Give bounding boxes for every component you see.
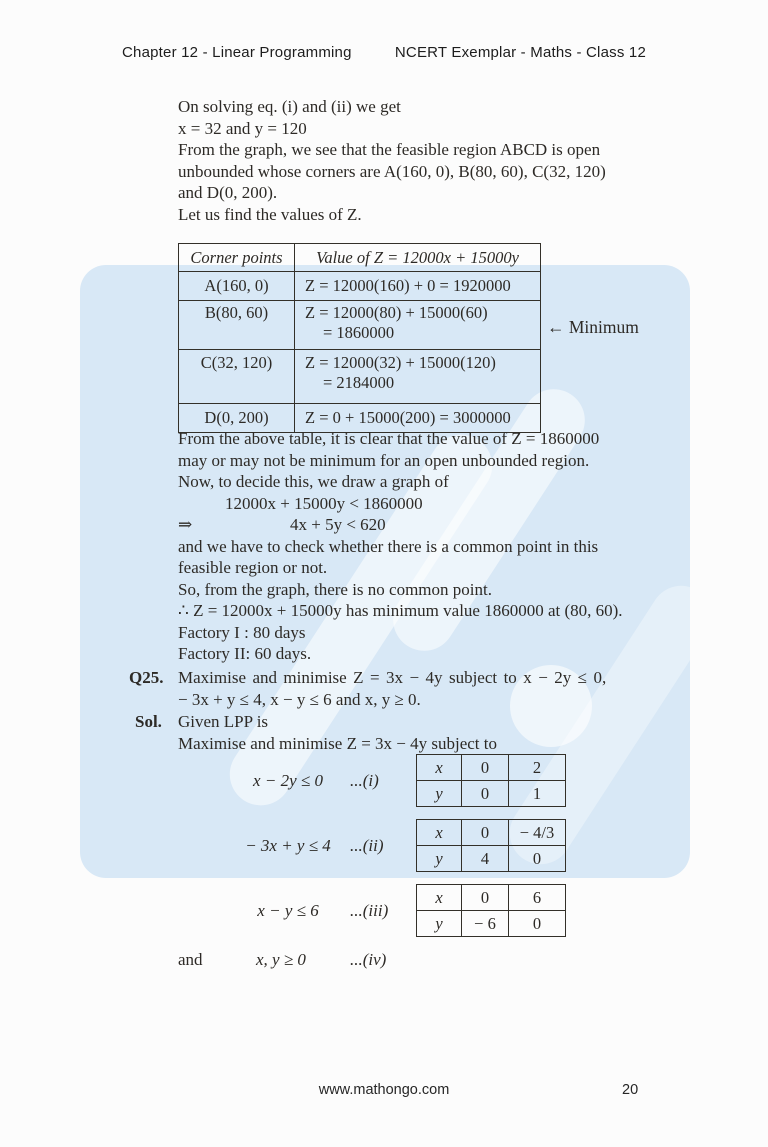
value-cell: 6: [509, 885, 566, 911]
website-link: www.mathongo.com: [318, 1082, 450, 1098]
value-cell: − 4/3: [509, 820, 566, 846]
equation-reference: ...(iii): [350, 901, 389, 920]
corner-point-cell: D(0, 200): [179, 404, 295, 433]
constraint-row-iii: [178, 884, 656, 938]
value-cell: 0: [462, 885, 509, 911]
text-line: and D(0, 200).: [178, 183, 278, 202]
z-value-line2: = 2184000: [323, 373, 395, 392]
table-row: [179, 350, 541, 404]
and-connector: and: [178, 950, 203, 969]
var-cell: y: [417, 846, 462, 872]
text-line: From the graph, we see that the feasible region ABCD is open: [178, 140, 601, 159]
constraint-equation: x − 2y ≤ 0: [253, 771, 323, 790]
z-value-line1: Z = 12000(80) + 15000(60): [305, 303, 488, 322]
page-number: 20: [622, 1082, 639, 1098]
var-cell: y: [417, 781, 462, 807]
points-table-i: [416, 754, 566, 807]
var-cell: x: [417, 820, 462, 846]
constraint-row-ii: [178, 819, 656, 873]
equation-reference: ...(iv): [350, 950, 387, 969]
table-row: [417, 846, 566, 872]
header-book-title: NCERT Exemplar - Maths - Class 12: [394, 44, 646, 61]
question-text-line: − 3x + y ≤ 4, x − y ≤ 6 and x, y ≥ 0.: [178, 689, 421, 709]
z-value-line1: Z = 12000(32) + 15000(120): [305, 353, 496, 372]
question-text-line: Maximise and minimise Z = 3x − 4y subject to x − 2y ≤ 0,: [178, 668, 607, 687]
points-table-iii: [416, 884, 566, 937]
text-line: x = 32 and y = 120: [178, 118, 307, 138]
factory-one-line: Factory I : 80 days: [178, 622, 306, 642]
corner-point-cell: A(160, 0): [179, 272, 295, 301]
value-cell: 0: [509, 846, 566, 872]
corner-points-table-wrap: [178, 243, 639, 433]
table-row: [179, 301, 541, 350]
corner-point-cell: C(32, 120): [179, 350, 295, 404]
page-header: [0, 44, 768, 61]
implies-line: [178, 514, 623, 536]
table-row: [417, 781, 566, 807]
points-table-wrap: [416, 884, 566, 937]
constraint-row-iv: [178, 946, 656, 974]
text-line: may or may not be minimum for an open unbounded region.: [178, 450, 590, 470]
table-row: [179, 272, 541, 301]
equation-reference: ...(ii): [350, 836, 384, 855]
value-cell: 0: [462, 755, 509, 781]
text-line: Let us find the values of Z.: [178, 204, 362, 224]
analysis-paragraph: [178, 428, 623, 665]
text-line: unbounded whose corners are A(160, 0), B(80, 60), C(32, 120): [178, 161, 606, 181]
var-cell: y: [417, 911, 462, 937]
minimum-annotation: ← Minimum: [547, 317, 639, 337]
solution-block: [135, 711, 656, 754]
factory-two-line: Factory II: 60 days.: [178, 644, 312, 663]
value-cell: 0: [462, 820, 509, 846]
table-row: [417, 820, 566, 846]
implies-arrow: ⇒: [178, 515, 193, 534]
constraints-section: [178, 752, 656, 992]
solution-text-line: Given LPP is: [178, 712, 269, 731]
points-table-wrap: [416, 754, 566, 807]
text-line: feasible region or not.: [178, 558, 328, 577]
value-cell: 4: [462, 846, 509, 872]
question-block: [129, 667, 656, 710]
equation-reference: ...(i): [350, 771, 379, 790]
table-row: [417, 885, 566, 911]
inequality-line: 12000x + 15000y < 1860000: [225, 493, 423, 513]
constraint-equation: − 3x + y ≤ 4: [245, 836, 331, 855]
z-value-line2: = 1860000: [323, 323, 395, 342]
text-line: From the above table, it is clear that the value of Z = 1860000: [178, 429, 600, 448]
column-header-value-of-z: Value of Z = 12000x + 15000y: [295, 244, 541, 272]
corner-point-cell: B(80, 60): [179, 301, 295, 350]
value-cell: 2: [509, 755, 566, 781]
value-cell: − 6: [462, 911, 509, 937]
table-header-row: [179, 244, 541, 272]
table-row: [417, 911, 566, 937]
inequality-reduced: 4x + 5y < 620: [290, 515, 386, 534]
z-value-cell: Z = 12000(160) + 0 = 1920000: [295, 272, 541, 301]
text-line: Now, to decide this, we draw a graph of: [178, 472, 449, 491]
z-value-cell: [295, 301, 541, 350]
points-table-ii: [416, 819, 566, 872]
intro-paragraph: [178, 96, 606, 225]
column-header-corner-points: Corner points: [179, 244, 295, 272]
corner-points-table: [178, 243, 541, 433]
conclusion-line: ∴ Z = 12000x + 15000y has minimum value 1860000 at (80, 60).: [178, 601, 623, 620]
solution-label: Sol.: [135, 712, 162, 731]
z-value-cell: Z = 0 + 15000(200) = 3000000: [295, 404, 541, 433]
z-value-cell: [295, 350, 541, 404]
text-line: So, from the graph, there is no common point.: [178, 579, 492, 599]
header-chapter-title: Chapter 12 - Linear Programming: [122, 44, 352, 61]
constraint-equation: x, y ≥ 0: [256, 950, 306, 969]
value-cell: 0: [509, 911, 566, 937]
constraint-equation: x − y ≤ 6: [257, 901, 319, 920]
constraint-row-i: [178, 754, 656, 808]
value-cell: 0: [462, 781, 509, 807]
points-table-wrap: [416, 819, 566, 872]
var-cell: x: [417, 885, 462, 911]
solution-text-line: Maximise and minimise Z = 3x − 4y subject to: [178, 733, 497, 753]
question-number-label: Q25.: [129, 668, 164, 687]
value-cell: 1: [509, 781, 566, 807]
text-line: and we have to check whether there is a common point in this: [178, 536, 599, 556]
table-row: [417, 755, 566, 781]
text-line: On solving eq. (i) and (ii) we get: [178, 97, 401, 116]
var-cell: x: [417, 755, 462, 781]
